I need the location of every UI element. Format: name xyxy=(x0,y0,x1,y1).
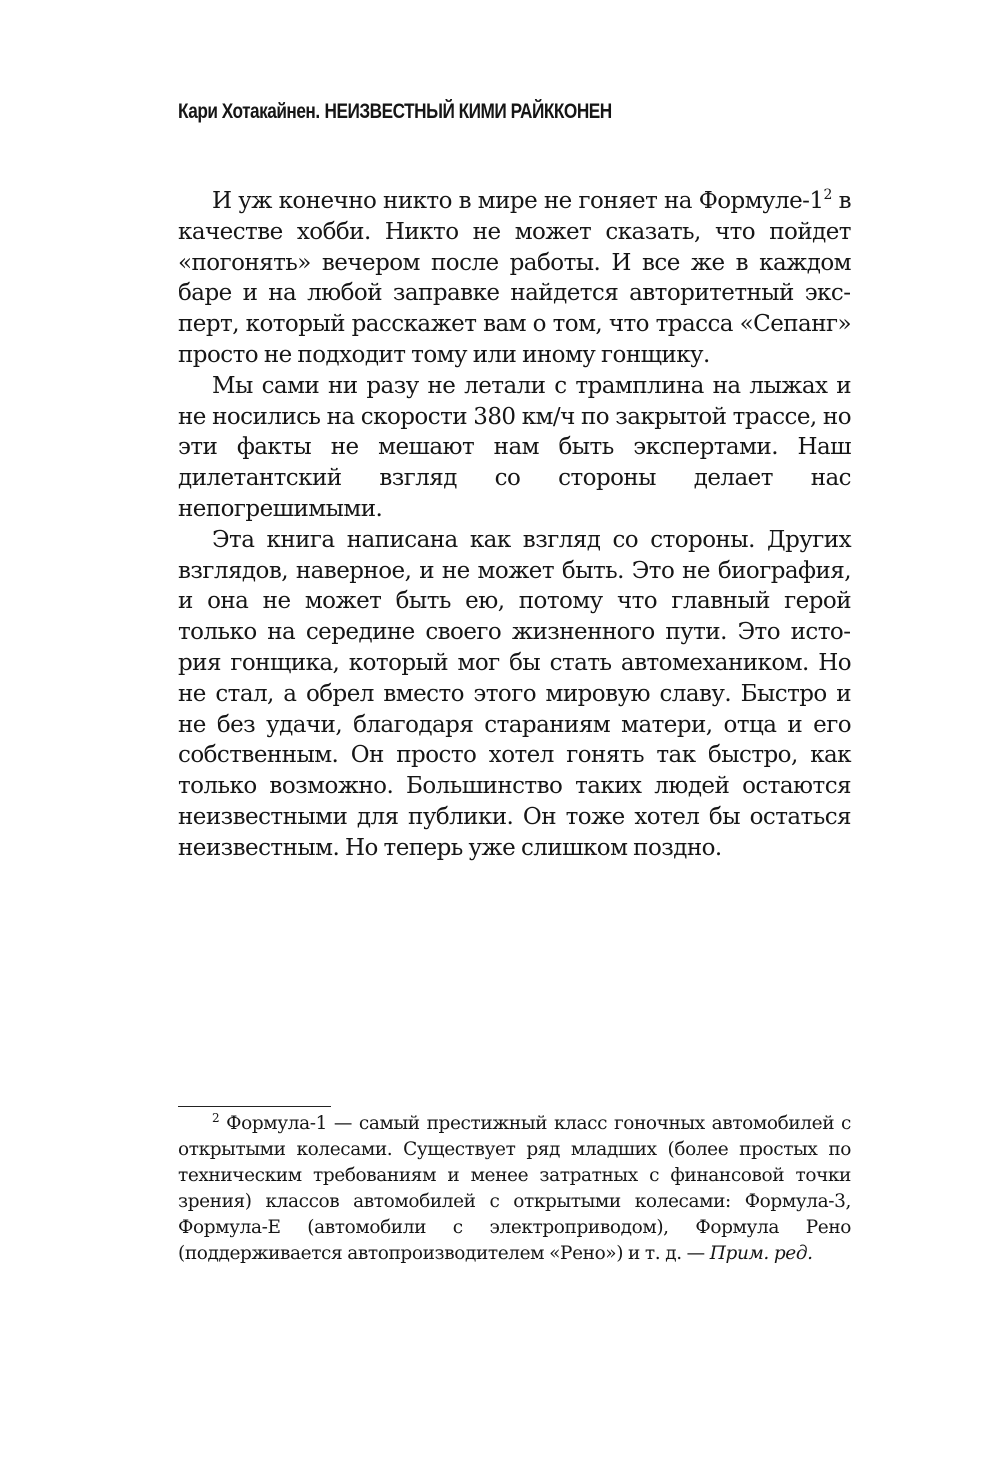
running-head-author: Кари Хотакайнен. xyxy=(178,100,320,123)
footnote-ref[interactable]: 2 xyxy=(823,187,832,203)
footnote-text: Формула-1 — самый престижный класс гоночных автомобилей с открытыми колесами. Существует ряд младших (более простых по техническим требованиям и менее затратных с финансовой точки зрения) классов автомобилей с открытыми колесами: Формула-3, Формула-Е (автомобили с электроприводом), Формула Рено (поддерживается автопроизводителем «Рено») и т. д. — xyxy=(178,1113,851,1264)
running-head-title: НЕИЗВЕСТНЫЙ КИМИ РАЙККОНЕН xyxy=(324,100,612,123)
running-head xyxy=(178,100,752,124)
footnote xyxy=(178,1111,851,1267)
paragraph-3: Эта книга написана как взгляд со стороны. Других взглядов, наверное, и не может быть. Это не биография, и она не может быть ею, потому что главный герой только на середине своего жизненного пути. Это история гонщика, который мог бы стать автомехаником. Но не стал, а обрел вместо этого мировую славу. Быстро и не без удачи, благодаря стараниям матери, отца и его собственным. Он просто хотел гонять так быстро, как только возможно. Большинство таких людей остаются неизвестными для публики. Он тоже хотел бы остаться неизвестным. Но теперь уже слишком поздно. xyxy=(178,526,851,861)
paragraph-1-rest: в качестве хобби. Никто не может сказать, что пойдет «погонять» вечером после работы. И все же в каждом баре и на любой заправке найдется авторитетный эксперт, который расскажет вам о том, что трасса «Сепанг» просто не подходит тому или иному гонщику. xyxy=(178,188,851,368)
body-text xyxy=(178,186,851,864)
paragraph-2: Мы сами ни разу не летали с трамплина на лыжах и не носились на скорости 380 км/ч по закрытой трассе, но эти факты не мешают нам быть экспертами. Наш дилетантский взгляд со стороны делает нас непогрешимыми. xyxy=(178,372,851,522)
footnote-paragraph xyxy=(178,1111,851,1267)
editor-note: Прим. ред. xyxy=(709,1243,813,1264)
paragraph-1 xyxy=(178,186,851,371)
footnote-divider xyxy=(178,1106,331,1107)
footnote-marker: 2 xyxy=(212,1111,220,1125)
paragraph-1-start: И уж конечно никто в мире не гоняет на Формуле-1 xyxy=(212,188,824,214)
